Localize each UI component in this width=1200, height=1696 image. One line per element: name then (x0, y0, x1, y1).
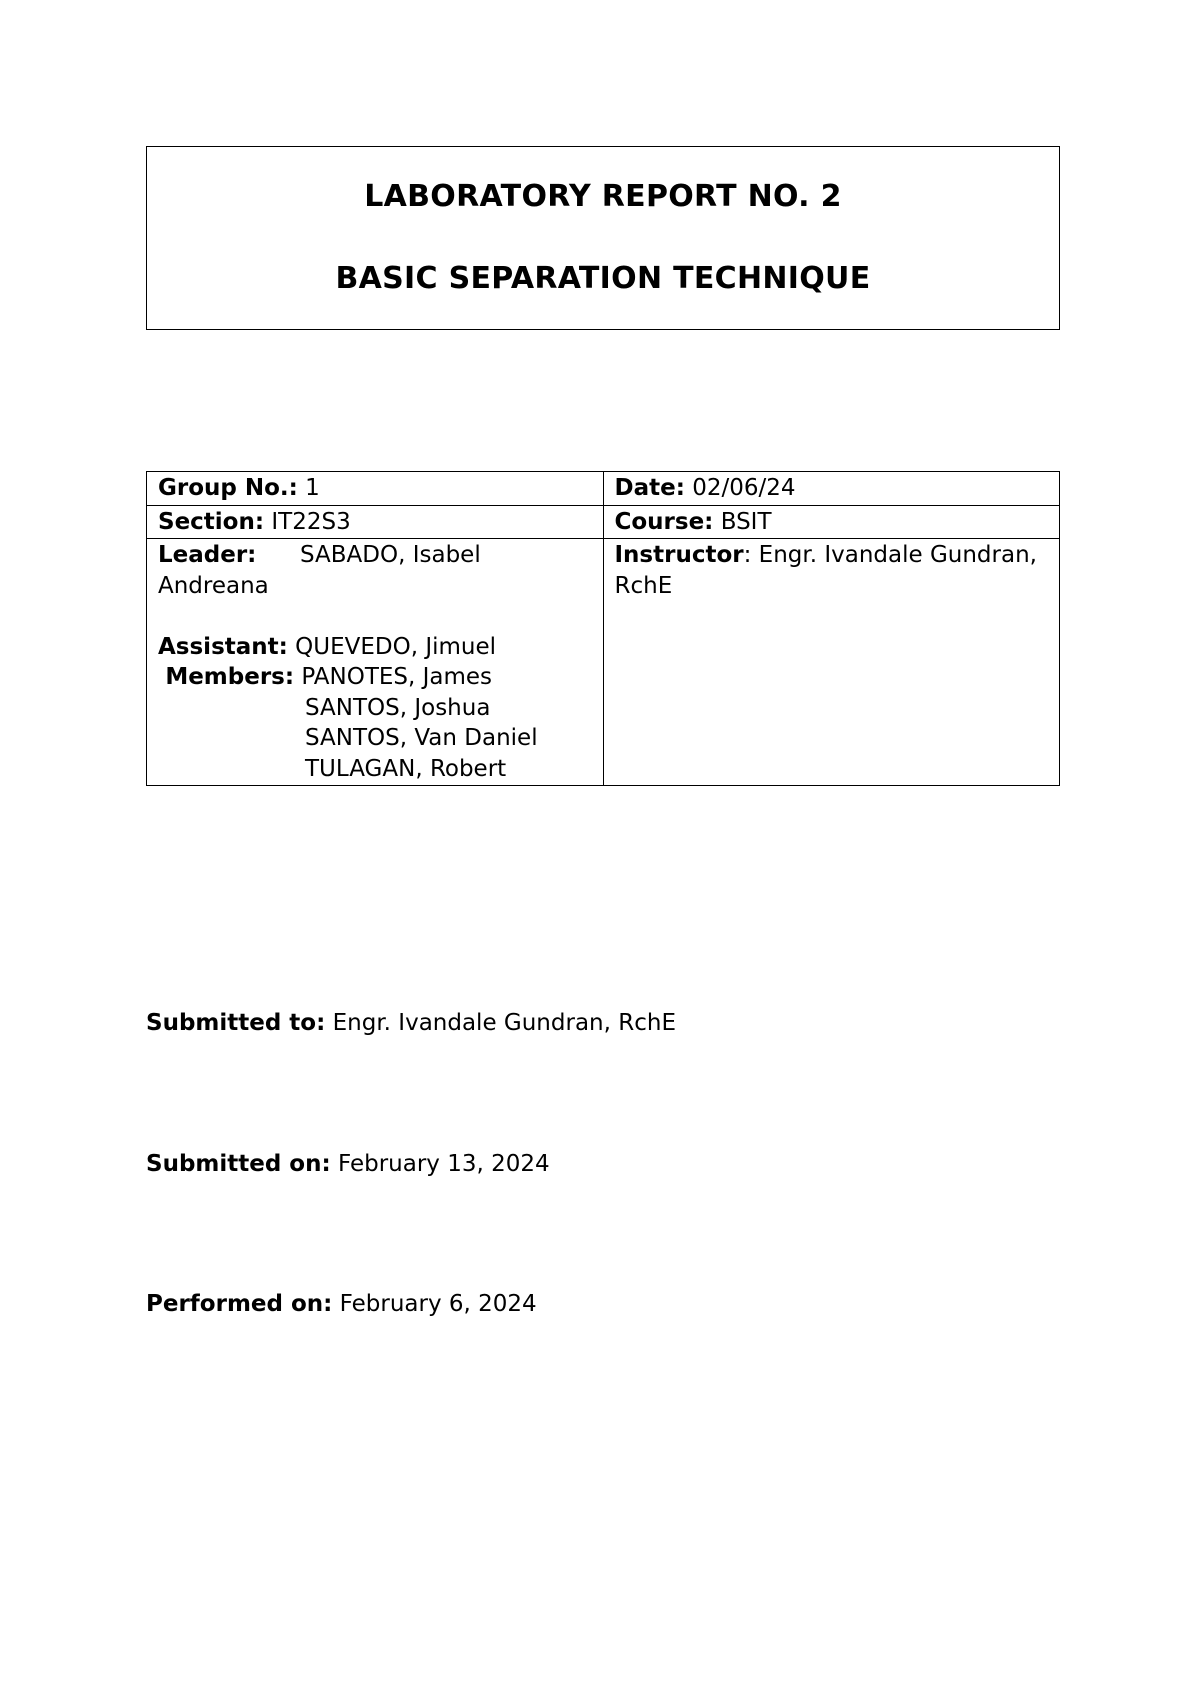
table-row (147, 505, 1060, 539)
date-cell (603, 472, 1060, 506)
course-value: BSIT (713, 508, 772, 535)
list-item: SANTOS, Van Daniel (305, 725, 538, 751)
leader-value-continued: Andreana (158, 572, 269, 599)
members-cell (147, 539, 604, 786)
group-info-table (146, 471, 1060, 786)
course-label: Course: (614, 508, 714, 535)
submitted-to-value: Engr. Ivandale Gundran, RchE (325, 1010, 676, 1036)
submitted-on-line (146, 1151, 550, 1177)
submitted-on-label: Submitted on: (146, 1151, 331, 1177)
leader-label: Leader: (158, 542, 257, 568)
report-number-title: LABORATORY REPORT NO. 2 (364, 179, 842, 214)
list-item: SANTOS, Joshua (305, 694, 491, 721)
performed-on-line (146, 1291, 537, 1317)
instructor-cell (603, 539, 1060, 786)
assistant-value: QUEVEDO, Jimuel (287, 633, 497, 660)
performed-on-label: Performed on: (146, 1291, 333, 1317)
member-name: PANOTES, James (301, 664, 493, 690)
assistant-label: Assistant: (158, 633, 288, 660)
report-topic-title: BASIC SEPARATION TECHNIQUE (335, 261, 871, 296)
submitted-to-label: Submitted to: (146, 1010, 326, 1036)
table-row (147, 472, 1060, 506)
spacer (158, 601, 592, 632)
group-label: Group No.: (158, 475, 298, 501)
members-label: Members: (165, 664, 295, 690)
section-value: IT22S3 (264, 508, 351, 535)
leader-line (158, 540, 592, 571)
group-cell (147, 472, 604, 506)
table-row (147, 539, 1060, 786)
submitted-to-line (146, 1010, 676, 1036)
submitted-on-value: February 13, 2024 (330, 1151, 550, 1177)
members-line (158, 662, 592, 693)
instructor-label: Instructor (614, 542, 744, 568)
leader-value: SABADO, Isabel (300, 542, 481, 568)
section-cell (147, 505, 604, 539)
title-box (146, 146, 1060, 330)
date-label: Date: (614, 475, 685, 501)
list-item: TULAGAN, Robert (305, 755, 507, 782)
date-value: 02/06/24 (684, 475, 796, 501)
performed-on-value: February 6, 2024 (332, 1291, 537, 1317)
assistant-line (158, 632, 592, 663)
group-value: 1 (297, 475, 320, 501)
section-label: Section: (158, 508, 265, 535)
course-cell (603, 505, 1060, 539)
instructor-value: : Engr. Ivandale Gundran, RchE (614, 542, 1037, 599)
